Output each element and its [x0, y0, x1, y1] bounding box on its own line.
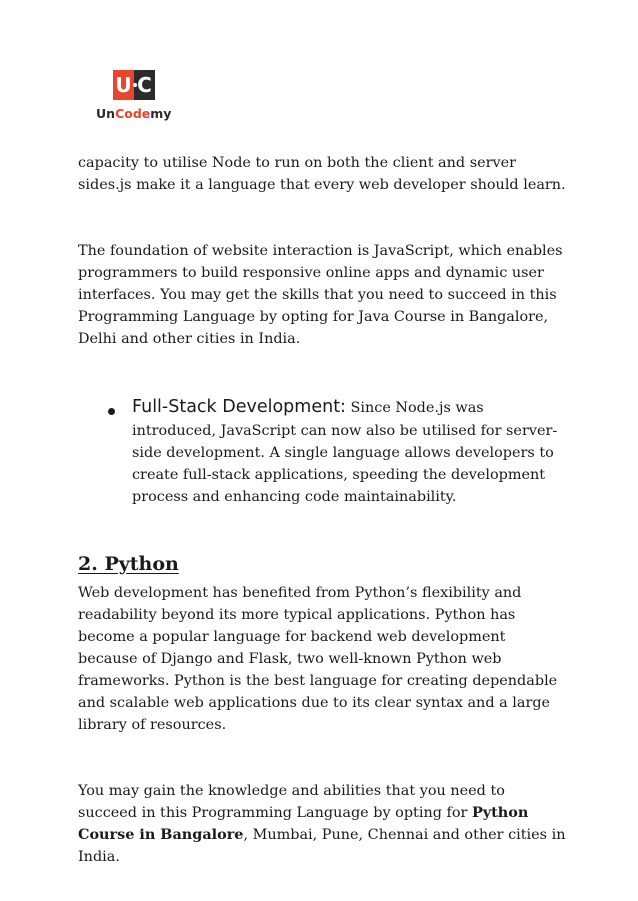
- logo-word-part-3: my: [150, 106, 172, 121]
- list-item: [78, 394, 568, 508]
- javascript-paragraph: The foundation of website interaction is JavaScript, which enables programmers to build responsive online apps and dynamic user interfaces. You may get the skills that you need to succeed in this Programming Language by opting for Java Course in Bangalore, Delhi and other cities in India.: [78, 243, 563, 347]
- document-body: [78, 152, 568, 868]
- python-course-bold: Python Course in Bangalore: [78, 804, 529, 843]
- feature-list: [78, 394, 568, 508]
- python-course-text-after: , Mumbai, Pune, Chennai and other cities in India.: [78, 827, 566, 865]
- logo-word-part-1: Un: [96, 106, 116, 121]
- python-course-text-before: You may gain the knowledge and abilities that you need to succeed in this Programming Language by opting for: [78, 783, 505, 821]
- python-paragraph: Web development has benefited from Python’s flexibility and readability beyond its more typical applications. Python has become a popular language for backend web development because of Django and Flask, two well-known Python web frameworks. Python is the best language for creating dependable and scalable web applications due to its clear syntax and a large library of resources.: [78, 585, 558, 733]
- logo-wordmark: [96, 106, 171, 122]
- logo-letter-c: C: [134, 70, 155, 100]
- python-course-paragraph: [78, 780, 568, 868]
- list-item-text: Since Node.js was introduced, JavaScript can now also be utilised for server-side development. A single language allows developers to create full-stack applications, speeding the development process and enhancing code maintainability.: [132, 400, 558, 505]
- intro-paragraph: capacity to utilise Node to run on both the client and server sides.js make it a language that every web developer should learn.: [78, 155, 566, 193]
- logo-word-part-2: Code: [115, 106, 151, 121]
- section-heading-python: 2. Python: [78, 553, 179, 575]
- uncodemy-logo: [96, 70, 180, 126]
- logo-letter-u: U: [113, 70, 134, 100]
- logo-dot: [133, 83, 137, 87]
- bullet-icon: [108, 408, 115, 415]
- list-item-lead: Full-Stack Development:: [132, 397, 346, 417]
- logo-mark: [113, 70, 157, 100]
